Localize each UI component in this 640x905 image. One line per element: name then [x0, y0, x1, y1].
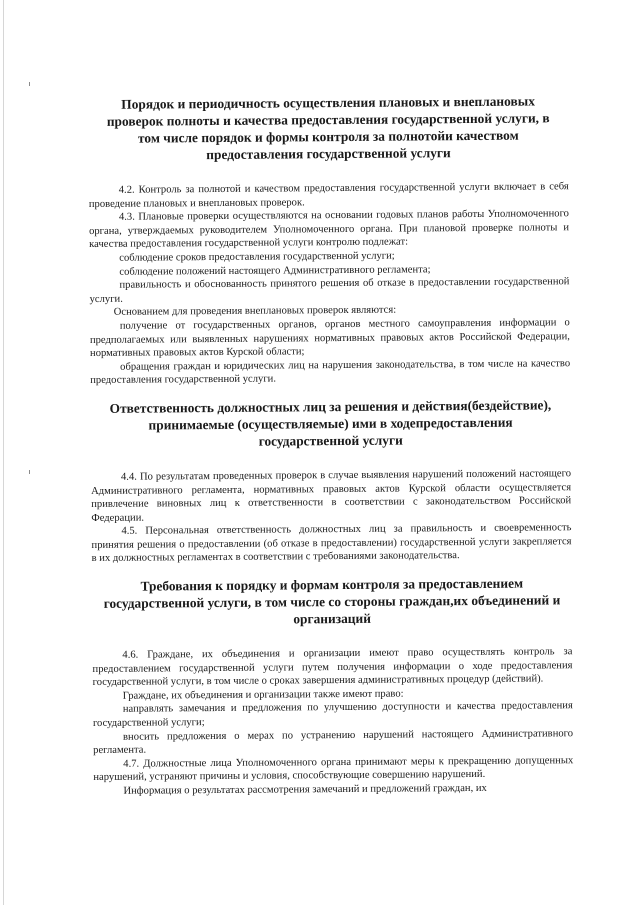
heading-line: проверок полноты и качества предоставления государственной услуги, в — [106, 110, 550, 129]
heading-line: том числе порядок и формы контроля за полнотойи качеством — [137, 127, 519, 146]
paragraph-item: обращения граждан и юридических лиц на нарушения законодательства, в том числе на качество предоставления государственной услуги. — [90, 357, 571, 387]
paragraph-4-6: 4.6. Граждане, их объединения и организации имеют право осуществлять контроль за предоставлением государственной услуги путем получения информации о ходе предоставления государственной услуги, в том числе о сроках завершения административных процедур (действий). — [92, 646, 573, 689]
paragraph-item: Граждане, их объединения и организации также имеют право: — [122, 688, 404, 702]
heading-line: организаций — [293, 610, 371, 627]
heading-line: государственной услуги — [258, 432, 403, 449]
section-heading-responsibility — [90, 396, 570, 451]
paragraph-4-3: 4.3. Плановые проверки осуществляются на основании годовых планов работы Уполномоченного органа, утверждаемых руководителем Уполномоченного органа. При плановой проверке полноты и качества предоставления государственной услуги контролю подлежат: — [89, 208, 570, 251]
section-heading-control-requirements — [92, 574, 572, 629]
paragraph-item: направлять замечания и предложения по улучшению доступности и качества предоставления государственной услуги; — [92, 700, 573, 730]
paragraph-4-7: 4.7. Должностные лица Уполномоченного органа принимают меры к прекращению допущенных нарушений, устраняют причины и условия, способствующие совершению нарушений. — [93, 755, 574, 784]
paragraph-4-5: 4.5. Персональная ответственность должностных лиц за правильность и своевременность принятия решения о предоставлении (об отказе в предоставлении) государственной услуги закрепляется в их должностных регламентах в соответствии с требованиями законодательства. — [91, 522, 572, 565]
heading-line: Требования к порядку и формам контроля за предоставлением — [140, 575, 524, 594]
document-page — [88, 92, 574, 798]
scan-mark — [29, 470, 30, 474]
paragraph-item: соблюдение положений настоящего Административного регламента; — [119, 263, 431, 278]
paragraph-item: вносить предложения о мерах по устранению нарушений настоящего Административного регламента. — [93, 727, 574, 757]
paragraph-grounds: Основанием для проведения внеплановых проверок являются: — [113, 304, 397, 319]
paragraph-item: соблюдение сроков предоставления государственной услуги; — [119, 250, 395, 264]
paragraph-item: получение от государственных органов, органов местного самоуправления информации о предполагаемых или выявленных нарушениях нормативных правовых актов Российской Федерации, нормативных правовых актов Курской области; — [89, 317, 570, 360]
heading-line: государственной услуги, в том числе со стороны граждан,их объединений и — [103, 592, 561, 611]
paragraph-item: Информация о результатах рассмотрения замечаний и предложений граждан, их — [123, 782, 487, 797]
paragraph-4-2: 4.2. Контроль за полнотой и качеством предоставления государственной услуги включает в себя проведение плановых и внеплановых проверок. — [88, 181, 569, 210]
paragraph-4-4: 4.4. По результатам проведенных проверок в случае выявления нарушений положений настоящего Административного регламента, нормативных правовых актов Курской области осуществляется привлечение виновных лиц к ответственности в соответствии с законодательством Российской Федерации. — [91, 468, 572, 524]
scan-mark — [29, 82, 30, 86]
section-heading-inspections — [88, 92, 569, 164]
heading-line: предоставления государственной услуги — [206, 145, 451, 163]
heading-line: Порядок и периодичность осуществления плановых и внеплановых — [121, 93, 535, 112]
heading-line: Ответственность должностных лиц за решения и действия(бездействие), — [109, 397, 552, 416]
heading-line: принимаемые (осуществляемые) ими в ходепредоставления — [148, 414, 513, 433]
scan-left-edge — [3, 0, 4, 905]
paragraph-item: правильность и обоснованность принятого решения об отказе в предоставлении государственной услуги. — [89, 276, 570, 305]
